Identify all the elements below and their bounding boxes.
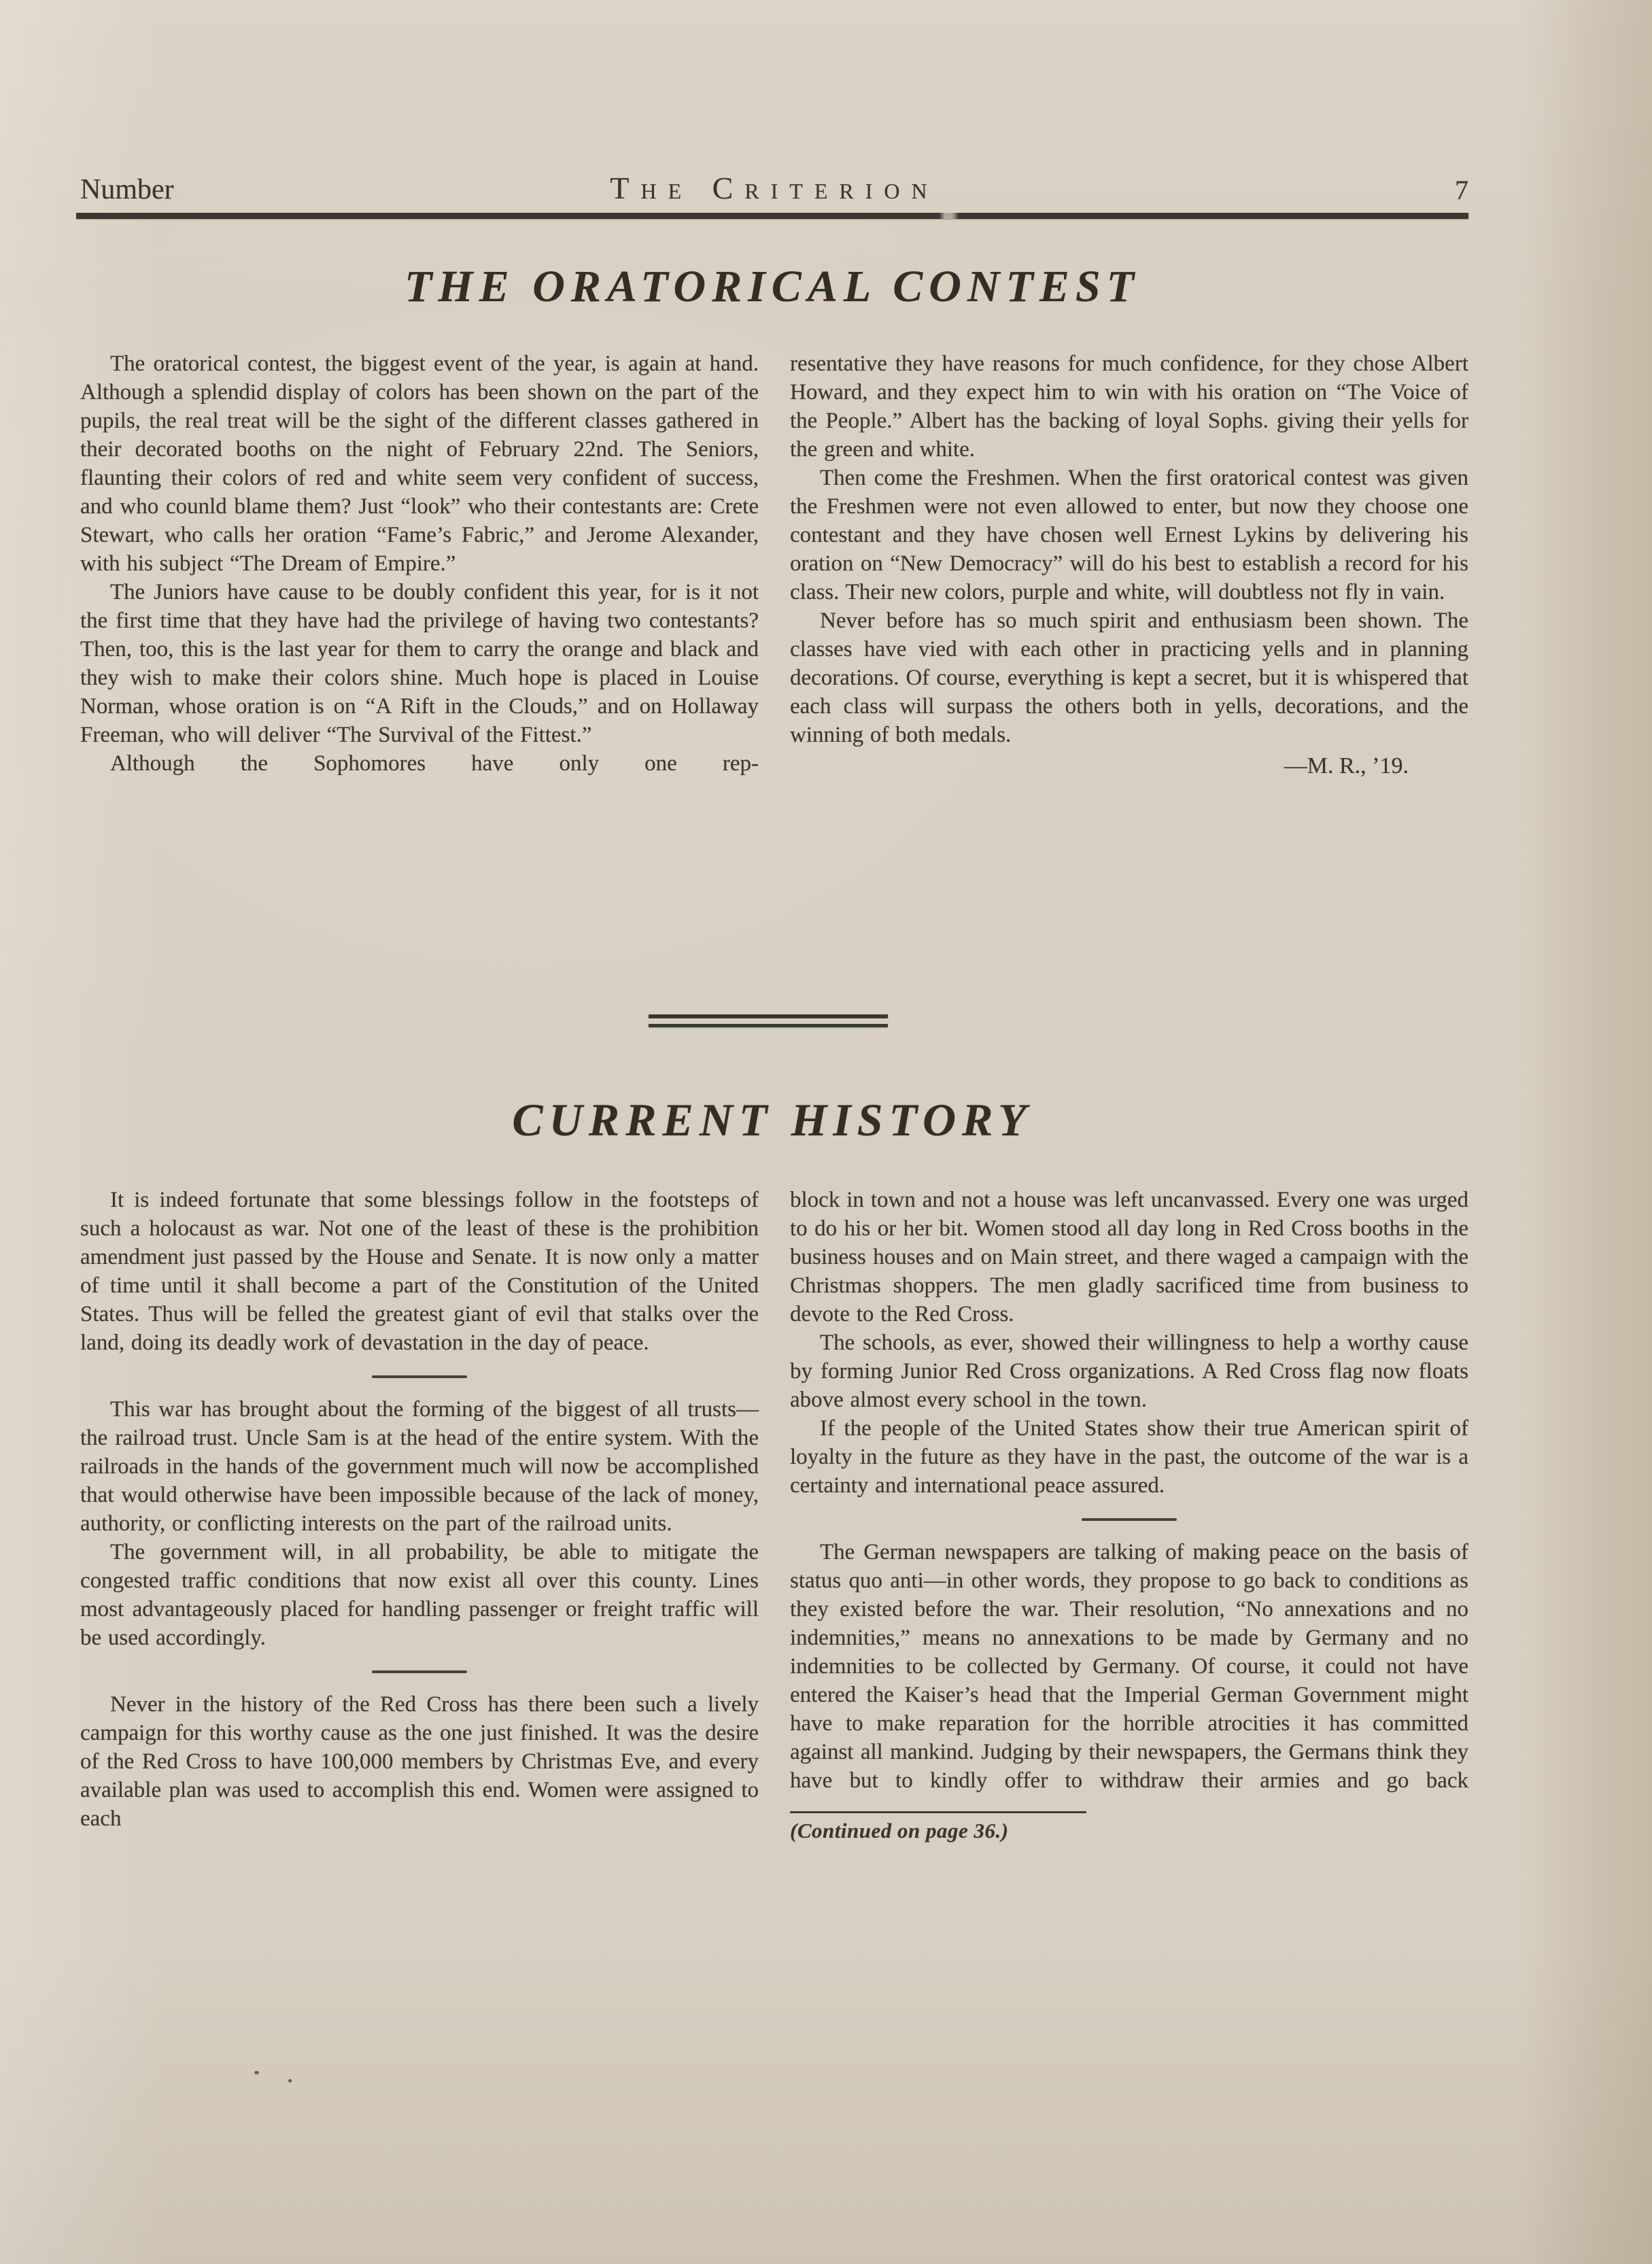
paragraph: The German newspapers are talking of making peace on the basis of status quo anti—in other words, they propose to go back to conditions as they existed before the war. Their resolution, “No annexations and no indemnities,” means no annexations to be made by Germany and no indemnities to be collected by Germany. Of course, it could not have entered the Kaiser’s head that the Imperial German Government might have to make reparation for the horrible atrocities it has committed against all mankind. Judging by their newspapers, the Germans think they have but to kindly offer to withdraw their armies and go back [790, 1540, 1468, 1793]
paragraph: block in town and not a house was left uncanvassed. Every one was urged to do his or her bit. Women stood all day long in Red Cross booths in the business houses and on Main street, and there waged a campaign with the Christmas shoppers. The men gladly sacrificed time from business to devote to the Red Cross. [790, 1188, 1468, 1326]
paragraph: The oratorical contest, the biggest event of the year, is again at hand. Although a splendid display of colors has been shown on the part of the pupils, the real treat will be the sight of the different classes gathered in their decorated booths on the night of February 22nd. The Seniors, flaunting their colors of red and white seem very confident of success, and who counld blame them? Just “look” who their contestants are: Crete Stewart, who calls her oration “Fame’s Fabric,” and Jerome Alexander, with his subject “The Dream of Empire.” [80, 351, 759, 576]
article-title-oratorical-contest: THE ORATORICAL CONTEST [405, 262, 1140, 311]
paragraph: This war has brought about the forming of the biggest of all trusts—the railroad trust. Uncle Sam is at the head of the entire system. With the railroads in the hands of the government much will now be accomplished that would otherwise have been impossible because of the lack of money, authority, or conflicting interests on the part of the railroad units. [80, 1397, 759, 1536]
paragraph: The Juniors have cause to be doubly confident this year, for is it not the first time that they have had the privilege of having two contestants? Then, too, this is the last year for them to carry the orange and black and they wish to make their colors shine. Much hope is placed in Louise Norman, whose oration is on “A Rift in the Clouds,” and on Hollaway Freeman, who will deliver “The Survival of the Fittest.” [80, 580, 759, 747]
column-right [790, 1186, 1468, 1843]
ink-speck [254, 2071, 259, 2074]
page-header [80, 165, 1468, 206]
paragraph-divider [372, 1670, 467, 1673]
publication-title: The Criterion [610, 171, 939, 205]
paragraph: If the people of the United States show their true American spirit of loyalty in the future as they have in the past, the outcome of the war is a certainty and international peace assured. [790, 1416, 1468, 1498]
paragraph: The government will, in all probability, be able to mitigate the congested traffic conditions that now exist all over this county. Lines most advantageously placed for handling passenger or freight traffic will be used accordingly. [80, 1540, 759, 1650]
paragraph: Never before has so much spirit and enthusiasm been shown. The classes have vied with each other in practicing yells and in planning decorations. Of course, everything is kept a secret, but it is whispered that each class will surpass the others both in yells, decorations, and the winning of both medals. [790, 608, 1468, 747]
continuation-note [790, 1811, 1086, 1843]
ink-speck [288, 2079, 292, 2082]
paragraph-divider [1082, 1518, 1177, 1521]
continuation-note-text: (Continued on page 36.) [790, 1819, 1009, 1842]
paragraph: Never in the history of the Red Cross has there been such a lively campaign for this worthy cause as the one just finished. It was the desire of the Red Cross to have 100,000 members by Christmas Eve, and every available plan was used to accomplish this end. Women were assigned to each [80, 1692, 759, 1831]
column-left [80, 1186, 759, 1843]
paragraph: The schools, as ever, showed their willingness to help a worthy cause by forming Junior Red Cross organizations. A Red Cross flag now floats above almost every school in the town. [790, 1331, 1468, 1412]
paragraph: resentative they have reasons for much confidence, for they chose Albert Howard, and they expect him to win with his oration on “The Voice of the People.” Albert has the backing of loyal Sophs. giving their yells for the green and white. [790, 351, 1468, 462]
section-divider [649, 1014, 888, 1027]
paragraph: It is indeed fortunate that some blessings follow in the footsteps of such a holocaust as war. Not one of the least of these is the prohibition amendment just passed by the House and Senate. It is now only a matter of time until it shall become a part of the Constitution of the United States. Thus will be felled the greatest giant of evil that stalks over the land, doing its deadly work of devastation in the day of peace. [80, 1188, 759, 1355]
column-right [790, 349, 1468, 781]
article-title-current-history: CURRENT HISTORY [512, 1094, 1033, 1146]
paragraph: Although the Sophomores have only one rep- [110, 751, 759, 776]
masthead-rule [76, 213, 1468, 219]
paragraph-divider [372, 1375, 467, 1378]
paragraph: Then come the Freshmen. When the first oratorical contest was given the Freshmen were not even allowed to enter, but now they choose one contestant and they have chosen well Ernest Lykins by delivering his oration on “New Democracy” will do his best to establish a record for his class. Their new colors, purple and white, will doubtless not fly in vain. [790, 466, 1468, 604]
article-current-history [80, 1186, 1468, 1843]
issue-number-label: Number [80, 174, 174, 205]
author-initials: —M. R., ’19. [1284, 753, 1409, 778]
page-number: 7 [1455, 175, 1468, 205]
column-left [80, 349, 759, 781]
article-oratorical-contest [80, 349, 1468, 781]
